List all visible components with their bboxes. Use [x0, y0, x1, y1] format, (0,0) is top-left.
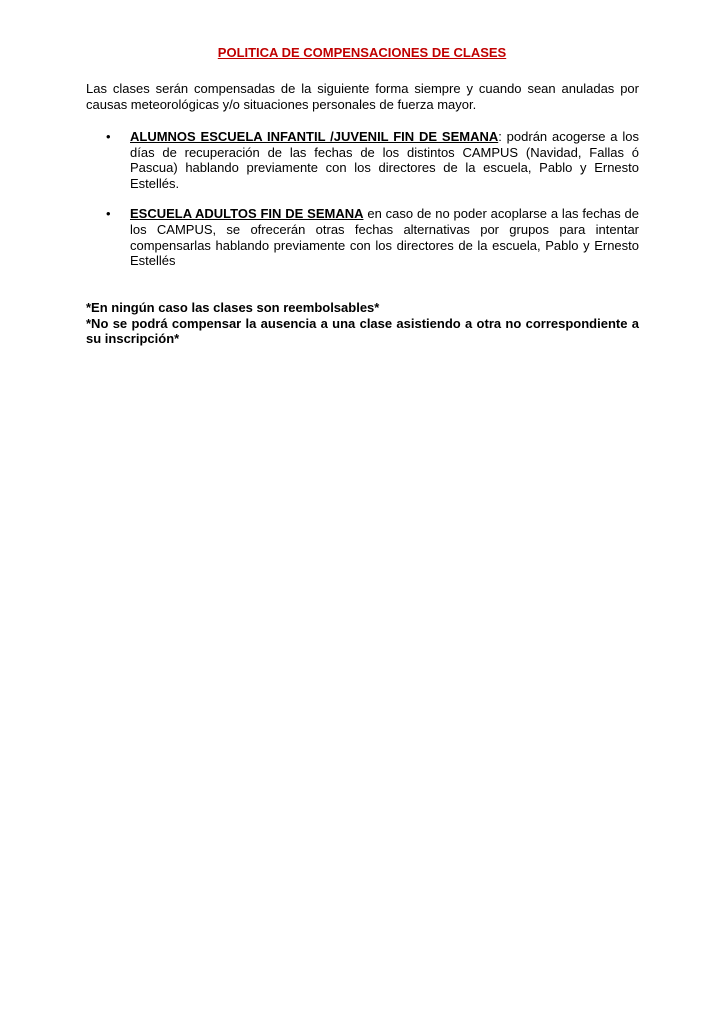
policy-item-text: : podrán acogerse a los días de recuperación de las fechas de los distintos CAMPUS (Navidad, Fallas ó Pascua) hablando previamente con los directores de la escuela, Pablo y Ernesto Estellés.	[130, 129, 639, 191]
note-no-refund: *En ningún caso las clases son reembolsables*	[86, 300, 380, 315]
policy-list	[86, 129, 639, 284]
notes-section	[86, 300, 639, 347]
policy-item-heading: ALUMNOS ESCUELA INFANTIL /JUVENIL FIN DE SEMANA	[130, 129, 499, 144]
intro-paragraph: Las clases serán compensadas de la siguiente forma siempre y cuando sean anuladas por causas meteorológicas y/o situaciones personales de fuerza mayor.	[86, 81, 639, 112]
note-no-substitution: *No se podrá compensar la ausencia a una clase asistiendo a otra no correspondiente a su inscripción*	[86, 315, 639, 346]
policy-item-text: en caso de no poder acoplarse a las fechas de los CAMPUS, se ofrecerán otras fechas alternativas por grupos para intentar compensarlas hablando previamente con los directores de la escuela, Pablo y Ernesto Estellés	[130, 206, 639, 269]
policy-item-heading: ESCUELA ADULTOS FIN DE SEMANA	[130, 206, 364, 222]
document-title: POLITICA DE COMPENSACIONES DE CLASES	[217, 45, 507, 60]
policy-item-infantil-juvenil	[86, 129, 639, 191]
bullet-icon: •	[106, 206, 111, 222]
bullet-icon: •	[106, 129, 111, 144]
policy-item-adultos	[86, 206, 639, 268]
